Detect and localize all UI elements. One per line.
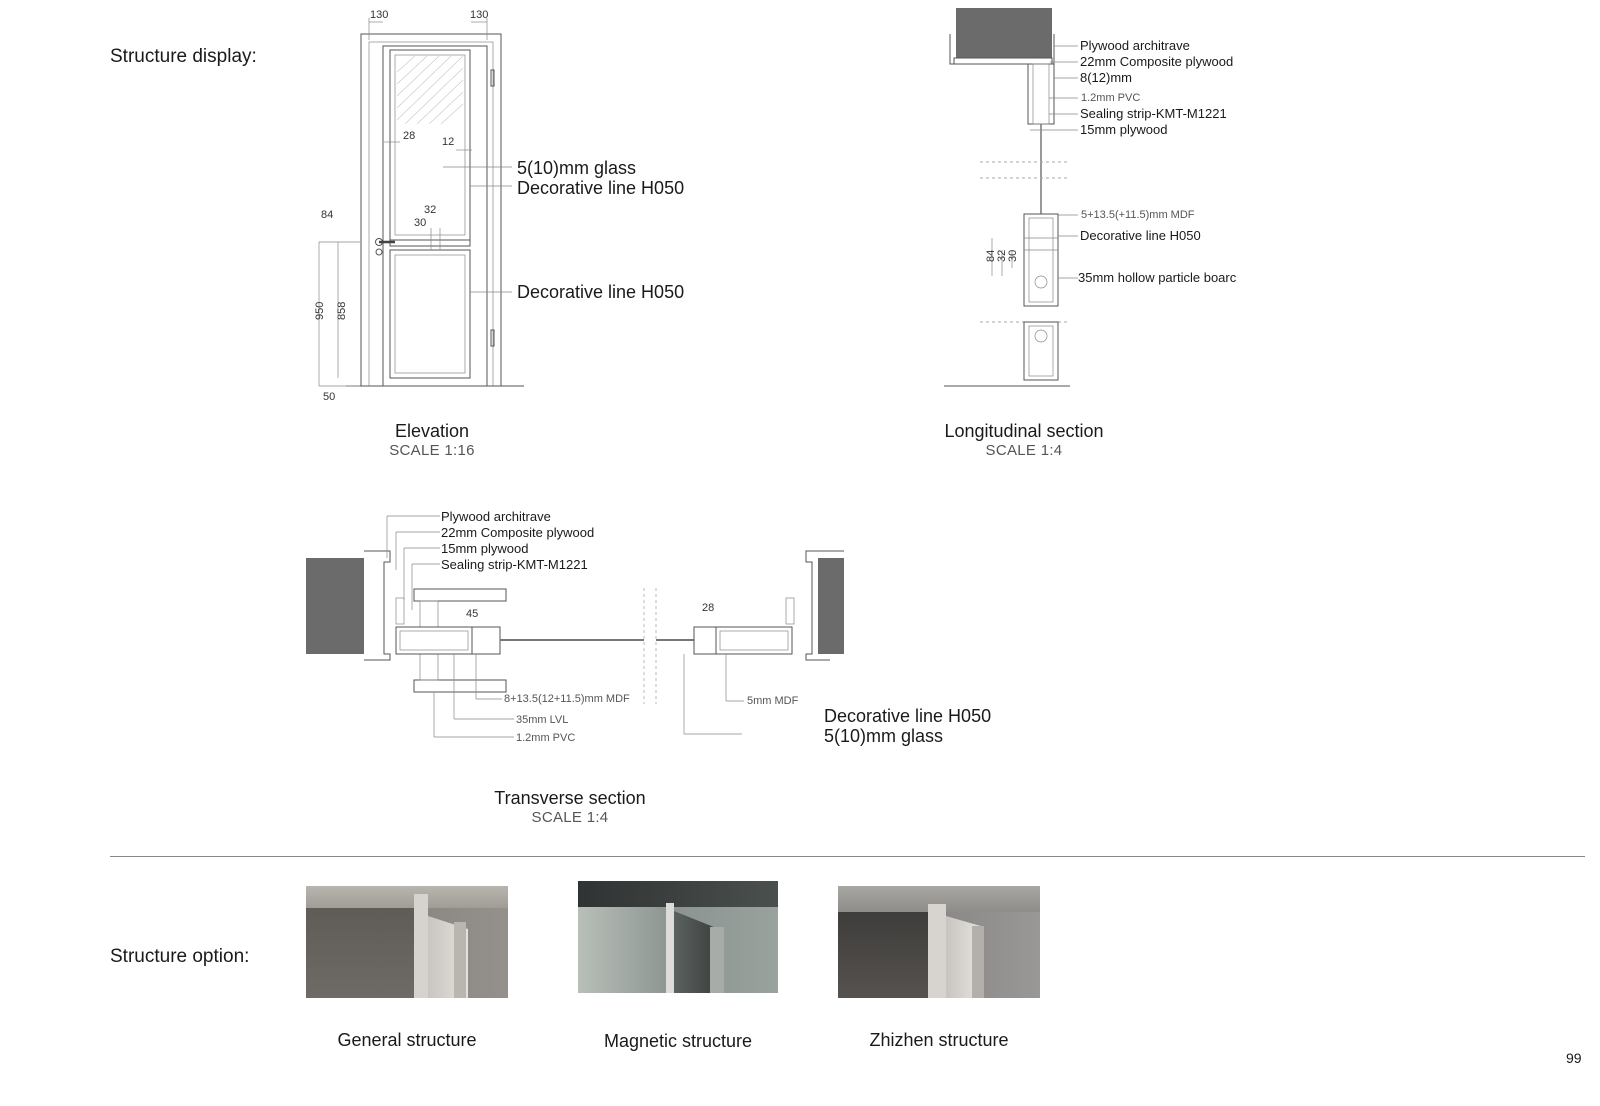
trans-label-architrave: Plywood architrave (441, 509, 551, 524)
long-label-architrave: Plywood architrave (1080, 38, 1190, 53)
option-label-general: General structure (337, 1030, 477, 1050)
elev-label-glass: 5(10)mm glass (517, 158, 637, 178)
section-divider (110, 856, 1585, 857)
elev-dim-130-right: 130 (470, 9, 489, 21)
long-dim-32: 32 (996, 249, 1008, 262)
longitudinal-title: Longitudinal section (944, 421, 1104, 441)
transverse-scale: SCALE 1:4 (531, 809, 609, 826)
elevation-scale: SCALE 1:16 (389, 442, 475, 459)
elev-dim-130-left: 130 (370, 9, 389, 21)
elev-dim-84: 84 (321, 209, 334, 221)
trans-label-lvl: 35mm LVL (516, 714, 569, 726)
long-label-15mm: 15mm plywood (1080, 122, 1168, 137)
trans-label-sealing: Sealing strip-KMT-M1221 (441, 557, 588, 572)
elev-label-decor-1: Decorative line H050 (517, 178, 685, 198)
elev-dim-28: 28 (403, 130, 416, 142)
longitudinal-scale: SCALE 1:4 (985, 442, 1063, 459)
structure-option-heading: Structure option: (110, 946, 250, 967)
trans-label-15mm: 15mm plywood (441, 541, 529, 556)
long-label-composite: 22mm Composite plywood (1080, 54, 1234, 69)
zhizhen-structure-image (838, 886, 1040, 998)
transverse-title: Transverse section (494, 788, 646, 808)
magnetic-structure-image (578, 881, 778, 993)
option-label-zhizhen: Zhizhen structure (869, 1030, 1009, 1050)
elev-dim-950: 950 (314, 301, 326, 320)
elev-dim-50: 50 (323, 391, 336, 403)
long-label-mdf: 5+13.5(+11.5)mm MDF (1081, 209, 1195, 221)
elev-dim-12: 12 (442, 136, 455, 148)
long-dim-30: 30 (1007, 249, 1019, 262)
long-label-hollow: 35mm hollow particle boarc (1078, 270, 1237, 285)
structure-display-heading: Structure display: (110, 46, 257, 67)
long-label-decor: Decorative line H050 (1080, 228, 1201, 243)
trans-label-5mdf: 5mm MDF (747, 695, 799, 707)
trans-dim-45: 45 (466, 608, 479, 620)
elev-dim-32: 32 (424, 204, 437, 216)
elev-dim-858: 858 (336, 301, 348, 320)
trans-label-glass: 5(10)mm glass (824, 726, 944, 746)
trans-label-composite: 22mm Composite plywood (441, 525, 595, 540)
general-structure-image (306, 886, 508, 998)
long-dim-84: 84 (985, 249, 997, 262)
elevation-title: Elevation (394, 421, 470, 441)
page-number: 99 (1566, 1050, 1582, 1066)
elev-dim-30: 30 (414, 217, 427, 229)
long-label-pvc: 1.2mm PVC (1081, 92, 1141, 104)
long-label-8mm: 8(12)mm (1080, 70, 1133, 85)
long-label-sealing: Sealing strip-KMT-M1221 (1080, 106, 1227, 121)
elev-label-decor-2: Decorative line H050 (517, 282, 685, 302)
trans-label-pvc: 1.2mm PVC (516, 732, 576, 744)
option-label-magnetic: Magnetic structure (603, 1031, 753, 1051)
trans-dim-28: 28 (702, 602, 715, 614)
trans-label-decor: Decorative line H050 (824, 706, 992, 726)
trans-label-mdf: 8+13.5(12+11.5)mm MDF (504, 693, 630, 705)
